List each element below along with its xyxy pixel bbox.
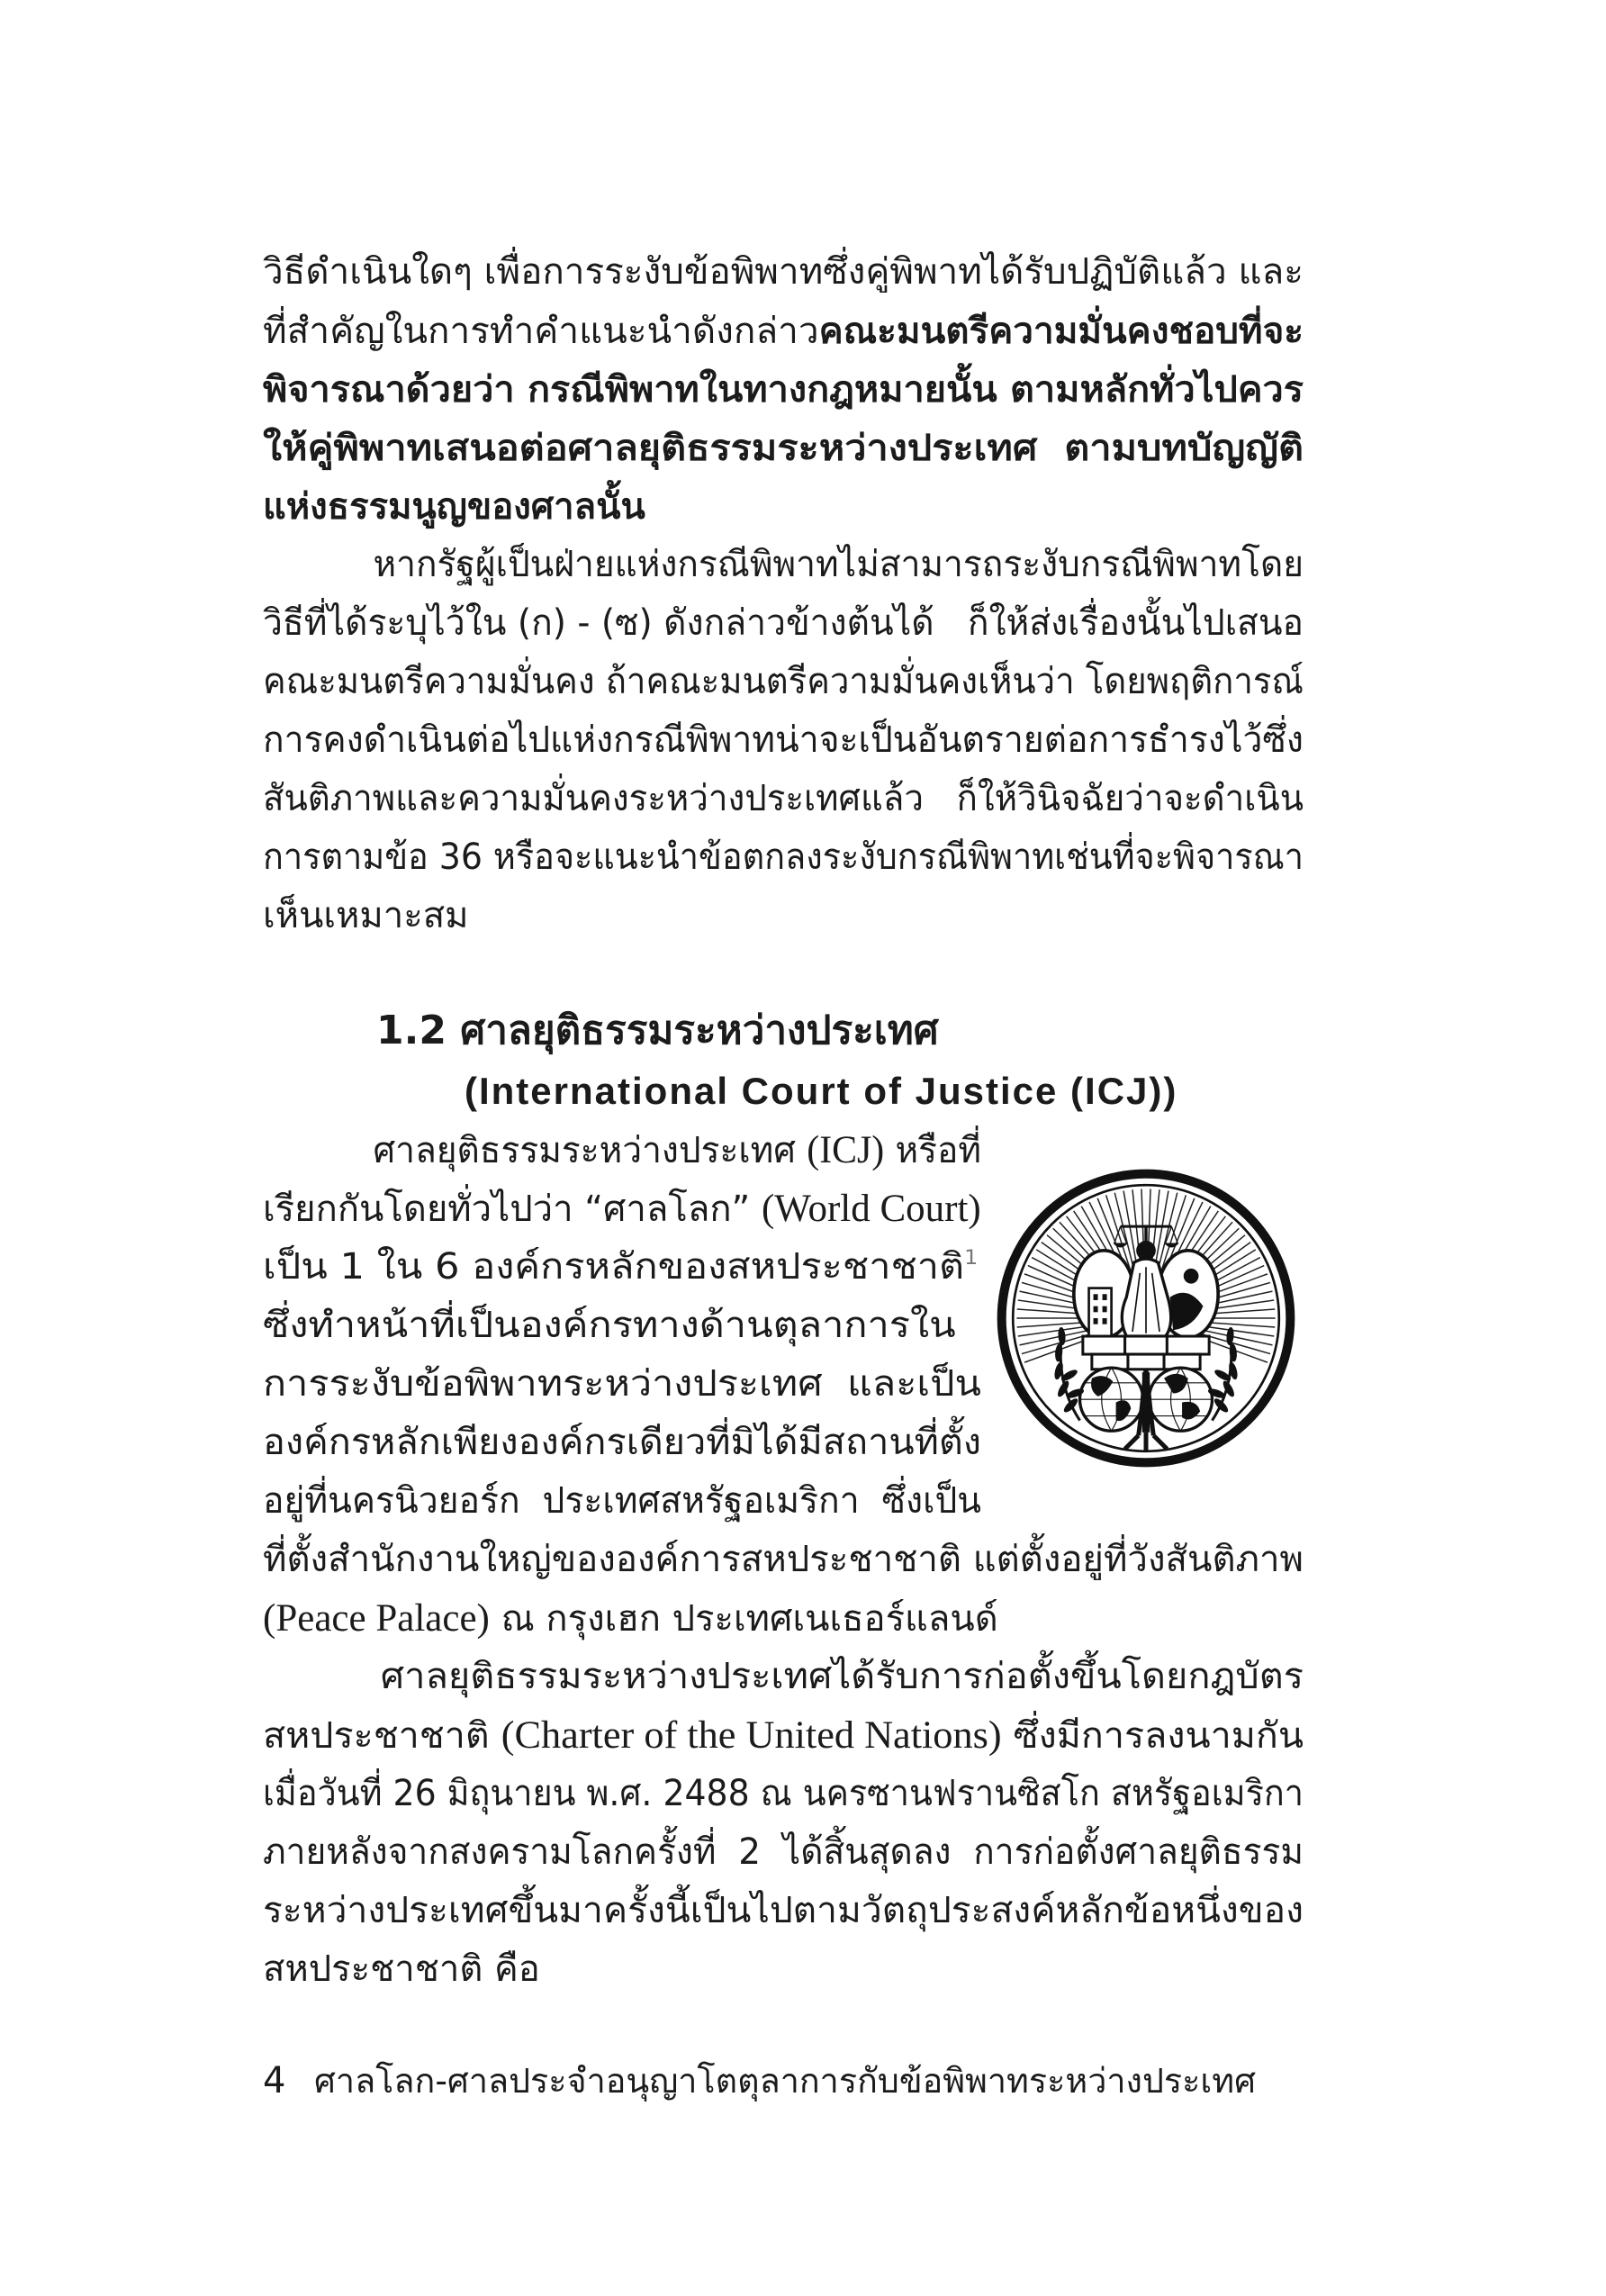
- english-term: (ICJ): [807, 1129, 885, 1171]
- section-heading: 1.2 ศาลยุติธรรมระหว่างประเทศ: [376, 1008, 939, 1053]
- line-text: คณะมนตรีความมั่นคง ถ้าคณะมนตรีความมั่นคงเห็นว่า โดยพฤติการณ์: [263, 661, 1304, 702]
- paragraph-4: [263, 1648, 1304, 1999]
- paragraph-line: [263, 1297, 1039, 1355]
- line-text: สันติภาพและความมั่นคงระหว่างประเทศแล้ว ก็ให้วินิจฉัยว่าจะดำเนิน: [263, 778, 1304, 819]
- paragraph-line: [263, 1472, 981, 1531]
- line-text: ภายหลังจากสงครามโลกครั้งที่ 2 ได้สิ้นสุดลง การก่อตั้งศาลยุติธรรม: [263, 1831, 1304, 1873]
- paragraph-line: [263, 1121, 981, 1180]
- running-title: ศาลโลก-ศาลประจำอนุญาโตตุลาการกับข้อพิพาทระหว่างประเทศ: [314, 2061, 1256, 2101]
- line-text: ณ กรุงเฮก ประเทศเนเธอร์แลนด์: [489, 1598, 998, 1640]
- paragraph-1: [263, 243, 1304, 536]
- paragraph-line: [263, 1180, 981, 1238]
- paragraph-line: [263, 1765, 1304, 1823]
- paragraph-line: [263, 1882, 1322, 1940]
- line-text: องค์กรหลักเพียงองค์กรเดียวที่มิได้มีสถานที่ตั้ง: [263, 1422, 981, 1463]
- line-text: ซึ่งมีการลงนามกัน: [1001, 1715, 1304, 1757]
- paragraph-line: [263, 1531, 1307, 1589]
- english-term: (Charter of the United Nations): [501, 1714, 1002, 1757]
- section-subheading: (International Court of Justice (ICJ)): [465, 1070, 1178, 1112]
- paragraph-line: [263, 360, 1340, 419]
- paragraph-line: [263, 1706, 1334, 1765]
- paragraph-2: [263, 536, 1304, 945]
- paragraph-line: [263, 536, 1304, 594]
- line-text: เมื่อวันที่ 26 มิถุนายน พ.ศ. 2488 ณ นครซานฟรานซิสโก สหรัฐอเมริกา: [263, 1773, 1304, 1814]
- paragraph-line: [263, 1238, 1039, 1297]
- paragraph-line: [263, 1589, 1304, 1648]
- english-term: (Peace Palace): [263, 1597, 490, 1640]
- paragraph-line: [263, 711, 1304, 770]
- paragraph-line: [263, 653, 1304, 711]
- line-text: สหประชาชาติ: [263, 1715, 501, 1757]
- paragraph-line: [263, 302, 1315, 360]
- paragraph-line: [263, 770, 1304, 828]
- paragraph-line: [263, 594, 1304, 653]
- line-text: ศาลยุติธรรมระหว่างประเทศได้รับการก่อตั้งขึ้นโดยกฎบัตร: [380, 1656, 1304, 1697]
- bold-text: ให้คู่พิพาทเสนอต่อศาลยุติธรรมระหว่างประเทศ ตามบทบัญญัติ: [263, 427, 1304, 469]
- line-text: อยู่ที่นครนิวยอร์ก ประเทศสหรัฐอเมริกา ซึ่งเป็น: [263, 1480, 981, 1522]
- line-text: ระหว่างประเทศขึ้นมาครั้งนี้เป็นไปตามวัตถุประสงค์หลักข้อหนึ่งของ: [263, 1890, 1304, 1931]
- line-text: เห็นเหมาะสม: [263, 895, 469, 936]
- paragraph-line: [263, 1940, 1304, 1999]
- paragraph-line: [263, 1823, 1304, 1882]
- bold-text: แห่งธรรมนูญของศาลนั้น: [263, 485, 645, 528]
- line-text: การคงดำเนินต่อไปแห่งกรณีพิพาทน่าจะเป็นอันตรายต่อการธำรงไว้ซึ่ง: [263, 719, 1304, 761]
- line-text: หากรัฐผู้เป็นฝ่ายแห่งกรณีพิพาทไม่สามารถระงับกรณีพิพาทโดย: [373, 544, 1304, 585]
- paragraph-line: [263, 1355, 1037, 1414]
- line-text: ที่สำคัญในการทำคำแนะนำดังกล่าว: [263, 311, 819, 352]
- icj-emblem-graphic: [996, 1168, 1296, 1469]
- line-text: ที่ตั้งสำนักงานใหญ่ขององค์การสหประชาชาติ แต่ตั้งอยู่ที่วังสันติภาพ: [263, 1539, 1304, 1580]
- line-text: การระงับข้อพิพาทระหว่างประเทศ และเป็น: [263, 1363, 981, 1405]
- bold-text: พิจารณาด้วยว่า กรณีพิพาทในทางกฎหมายนั้น ตามหลักทั่วไปควร: [263, 368, 1304, 411]
- line-text: เป็น 1 ใน 6 องค์กรหลักของสหประชาชาติ: [263, 1246, 965, 1288]
- bold-text: คณะมนตรีความมั่นคงชอบที่จะ: [818, 310, 1304, 352]
- paragraph-line: [263, 419, 1386, 477]
- paragraph-line: [263, 828, 1304, 887]
- paragraph-line: [263, 1648, 1343, 1706]
- line-text: การตามข้อ 36 หรือจะแนะนำข้อตกลงระงับกรณีพิพาทเช่นที่จะพิจารณา: [263, 836, 1304, 878]
- line-text: วิธีดำเนินใดๆ เพื่อการระงับข้อพิพาทซึ่งคู่พิพาทได้รับปฏิบัติแล้ว และ: [263, 251, 1304, 293]
- line-text: เรียกกันโดยทั่วไปว่า “ศาลโลก”: [263, 1189, 762, 1230]
- footnote-marker[interactable]: 1: [964, 1247, 979, 1270]
- paragraph-line: [263, 477, 1304, 536]
- english-term: (World Court): [761, 1188, 981, 1230]
- page-number: 4: [263, 2060, 286, 2102]
- page-footer: [263, 2053, 1304, 2109]
- line-text: วิธีที่ได้ระบุไว้ใน (ก) - (ซ) ดังกล่าวข้างต้นได้ ก็ให้ส่งเรื่องนั้นไปเสนอ: [263, 602, 1304, 644]
- line-text: ศาลยุติธรรมระหว่างประเทศ: [373, 1130, 808, 1171]
- icj-emblem-icon: [996, 1168, 1296, 1469]
- paragraph-line: [263, 887, 1304, 945]
- paragraph-line: [263, 1414, 1006, 1472]
- line-text: สหประชาชาติ คือ: [263, 1948, 540, 1990]
- line-text: หรือที่: [884, 1130, 981, 1171]
- line-text: ซึ่งทำหน้าที่เป็นองค์กรทางด้านตุลาการใน: [263, 1305, 956, 1346]
- paragraph-line: [263, 243, 1313, 302]
